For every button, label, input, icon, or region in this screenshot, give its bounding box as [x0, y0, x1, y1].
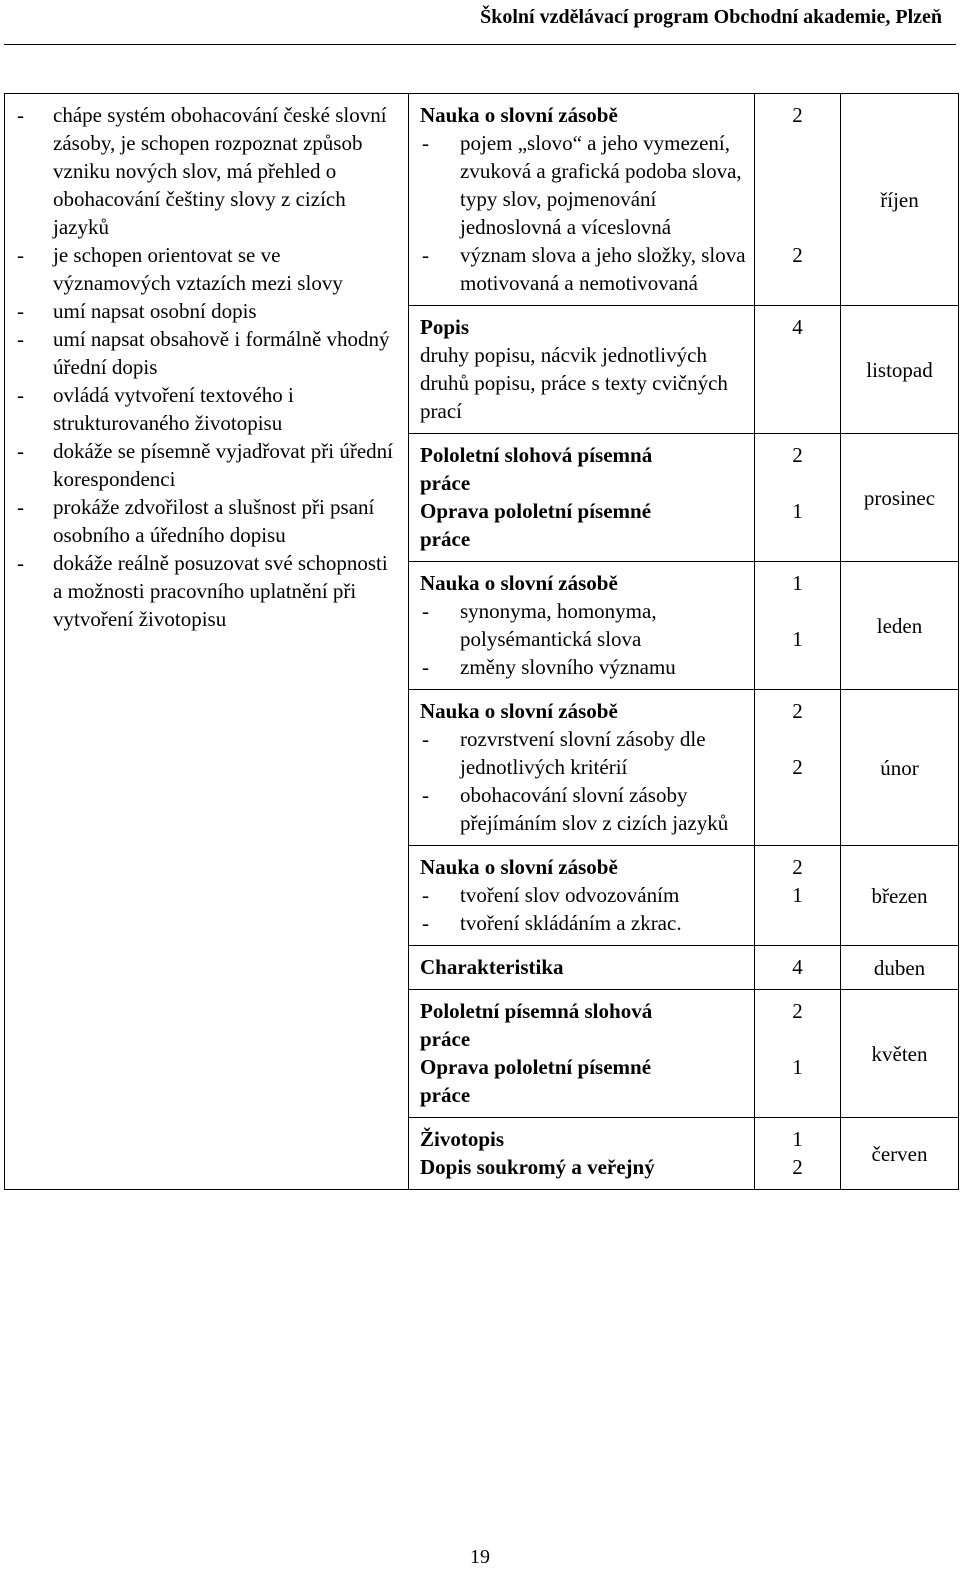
topic-item: - synonyma, homonyma, polysémantická slova [420, 597, 748, 653]
hours-value: 1 [792, 571, 803, 595]
page-number: 19 [470, 1546, 490, 1568]
hours-value: 1 [792, 627, 803, 651]
hours-value: 2 [792, 103, 803, 127]
hours-value: 2 [792, 855, 803, 879]
topic-cell [409, 846, 755, 946]
topic-item: - tvoření slov odvozováním [420, 881, 748, 909]
topic-heading: Nauka o slovní zásobě [420, 571, 618, 595]
month-cell: květen [841, 990, 959, 1118]
topic-cell [409, 690, 755, 846]
topic-heading: Životopis [420, 1127, 505, 1151]
outcome-item: - dokáže reálně posuzovat své schopnosti a možnosti pracovního uplatnění při vytvoření životopisu [11, 549, 402, 633]
topic-heading: Nauka o slovní zásobě [420, 699, 618, 723]
topic-heading: Nauka o slovní zásobě [420, 855, 618, 879]
topic-cell [409, 1118, 755, 1190]
hours-value: 2 [792, 243, 803, 267]
outcome-item: - chápe systém obohacování české slovní zásoby, je schopen rozpoznat způsob vzniku nových slov, má přehled o obohacování češtiny slovy z cizích jazyků [11, 101, 402, 241]
topic-heading: Dopis soukromý a veřejný [420, 1155, 655, 1179]
topic-cell [409, 990, 755, 1118]
month-cell: únor [841, 690, 959, 846]
outcome-item: - dokáže se písemně vyjadřovat při úřední korespondenci [11, 437, 402, 493]
month-cell: duben [841, 946, 959, 990]
topic-heading: Pololetní písemná slohová [420, 999, 653, 1023]
hours-value [755, 185, 840, 213]
topic-heading: Charakteristika [420, 955, 564, 979]
hours-value [755, 469, 840, 497]
month-cell: listopad [841, 306, 959, 434]
topic-item: - význam slova a jeho složky, slova motivovaná a nemotivovaná [420, 241, 748, 297]
topic-list [420, 881, 748, 937]
hours-value [755, 213, 840, 241]
month-cell: říjen [841, 94, 959, 306]
hours-value: 2 [792, 699, 803, 723]
hours-value [755, 157, 840, 185]
hours-value: 4 [792, 955, 803, 979]
topic-heading: Oprava pololetní písemné [420, 499, 652, 523]
hours-cell [755, 94, 841, 306]
hours-value: 2 [792, 443, 803, 467]
hours-cell [755, 562, 841, 690]
hours-cell [755, 946, 841, 990]
outcome-item: - ovládá vytvoření textového i strukturovaného životopisu [11, 381, 402, 437]
month-cell: leden [841, 562, 959, 690]
document-header: Školní vzdělávací program Obchodní akademie, Plzeň [480, 6, 942, 28]
month-cell: březen [841, 846, 959, 946]
topic-list [420, 597, 748, 681]
topic-cell [409, 946, 755, 990]
table-row [5, 94, 959, 306]
hours-value [755, 597, 840, 625]
hours-value: 1 [792, 499, 803, 523]
hours-cell [755, 1118, 841, 1190]
topic-item: - pojem „slovo“ a jeho vymezení, zvuková a grafická podoba slova, typy slov, pojmenování jednoslovná a víceslovná [420, 129, 748, 241]
hours-cell [755, 306, 841, 434]
topic-list [420, 725, 748, 837]
outcome-item: - umí napsat osobní dopis [11, 297, 402, 325]
topic-heading: práce [420, 1083, 471, 1107]
month-cell: prosinec [841, 434, 959, 562]
topic-item: - tvoření skládáním a zkrac. [420, 909, 748, 937]
topic-cell [409, 94, 755, 306]
topic-item: - rozvrstvení slovní zásoby dle jednotlivých kritérií [420, 725, 748, 781]
hours-cell [755, 434, 841, 562]
curriculum-table [4, 93, 959, 1190]
topic-heading: Pololetní slohová písemná [420, 443, 653, 467]
outcome-item: - prokáže zdvořilost a slušnost při psaní osobního a úředního dopisu [11, 493, 402, 549]
topic-item: - obohacování slovní zásoby přejímáním slov z cizích jazyků [420, 781, 748, 837]
outcome-item: - umí napsat obsahově i formálně vhodný úřední dopis [11, 325, 402, 381]
topic-cell [409, 562, 755, 690]
hours-value: 1 [792, 1127, 803, 1151]
hours-cell [755, 990, 841, 1118]
topic-heading: práce [420, 471, 471, 495]
topic-heading: práce [420, 1027, 471, 1051]
hours-value [755, 129, 840, 157]
hours-value: 4 [792, 315, 803, 339]
header-rule [4, 44, 956, 45]
topic-item: - změny slovního významu [420, 653, 748, 681]
hours-value: 2 [792, 1155, 803, 1179]
hours-value: 1 [792, 1055, 803, 1079]
hours-value [755, 1025, 840, 1053]
outcome-item: - je schopen orientovat se ve významových vztazích mezi slovy [11, 241, 402, 297]
hours-value: 2 [792, 755, 803, 779]
topic-text: druhy popisu, nácvik jednotlivých druhů popisu, práce s texty cvičných prací [420, 343, 728, 423]
hours-cell [755, 690, 841, 846]
hours-value: 1 [792, 883, 803, 907]
topic-heading: Nauka o slovní zásobě [420, 103, 618, 127]
topic-cell [409, 306, 755, 434]
topic-heading: Popis [420, 315, 470, 339]
learning-outcomes-list [11, 101, 402, 633]
topic-heading: práce [420, 527, 471, 551]
hours-value [755, 725, 840, 753]
learning-outcomes-cell [5, 94, 409, 1190]
hours-value: 2 [792, 999, 803, 1023]
topic-cell [409, 434, 755, 562]
topic-list [420, 129, 748, 297]
hours-cell [755, 846, 841, 946]
topic-heading: Oprava pololetní písemné [420, 1055, 652, 1079]
month-cell: červen [841, 1118, 959, 1190]
